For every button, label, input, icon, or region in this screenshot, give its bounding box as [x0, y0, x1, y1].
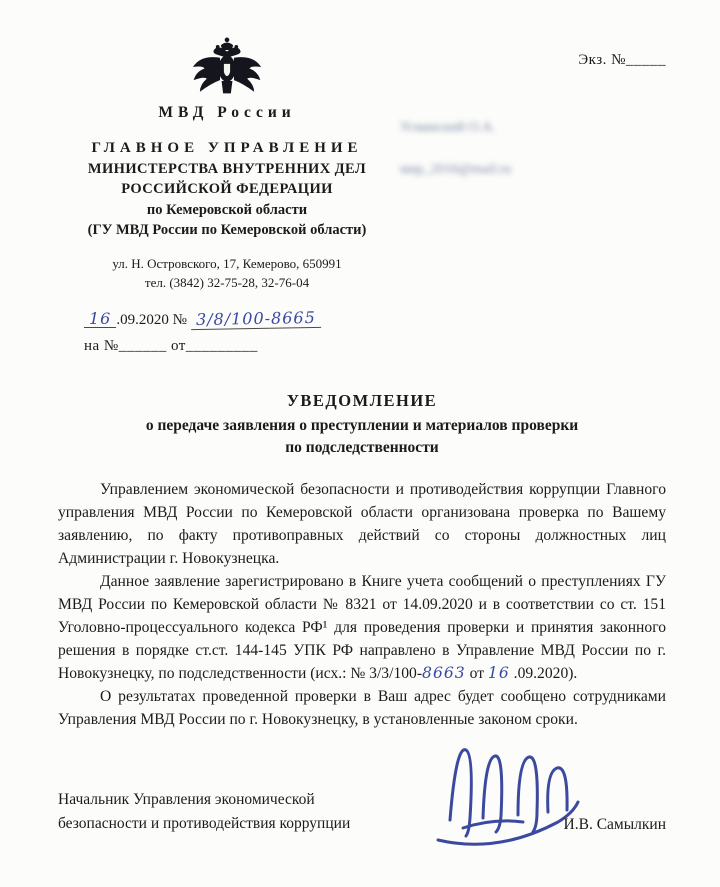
handwritten-body-number: 8663	[422, 663, 466, 682]
paragraph-1: Управлением экономической безопасности и противодействия коррупции Главного управления МВД России по Кемеровской области организована проверка по Вашему заявлению, по факту противоправных действий со стороны должностных лиц Администрации г. Новокузнецка.	[58, 480, 666, 567]
signature-block	[58, 788, 666, 836]
handwritten-body-date: 16	[487, 663, 510, 682]
handwritten-date-day: 16	[84, 310, 116, 329]
org-line-5: (ГУ МВД России по Кемеровской области)	[87, 221, 367, 238]
emblem-caption: МВД России	[158, 104, 296, 121]
copy-number-label: Экз. №_____	[578, 52, 666, 68]
document-body	[58, 478, 666, 731]
paragraph-3: О результатах проведенной проверки в Ваш адрес будет сообщено сотрудниками Управления МВД России по г. Новокузнецку, в установленные законом сроки.	[58, 687, 666, 728]
handwritten-outgoing-number: 3/8/100-8665	[191, 309, 321, 330]
document-subtitle-line1: о передаче заявления о преступлении и материалов проверки	[145, 416, 579, 434]
document-subtitle-line2: по подследственности	[285, 439, 439, 457]
org-line-4: по Кемеровской области	[146, 201, 308, 218]
signer-position-line2: безопасности и противодействия коррупции	[58, 815, 351, 833]
signer-position-line1: Начальник Управления экономической	[58, 791, 315, 808]
number-sign: №	[172, 311, 187, 328]
signer-name: И.В. Самылкин	[563, 816, 666, 834]
paragraph-2-text: от	[465, 664, 488, 682]
mvd-emblem-icon	[183, 36, 271, 98]
recipient-block	[400, 120, 600, 204]
outgoing-reference-line	[58, 307, 396, 329]
printed-date-rest: .09.2020	[116, 311, 169, 328]
org-line-3: РОССИЙСКОЙ ФЕДЕРАЦИИ	[121, 181, 333, 198]
org-address: ул. Н. Островского, 17, Кемерово, 650991	[112, 256, 342, 272]
org-phone: тел. (3842) 32-75-28, 32-76-04	[144, 275, 310, 291]
org-line-2: МИНИСТЕРСТВА ВНУТРЕННИХ ДЕЛ	[87, 161, 367, 177]
letterhead	[58, 36, 396, 355]
incoming-reference-line: на №______ от_________	[84, 337, 258, 354]
paragraph-2	[58, 570, 666, 685]
recipient-name-blurred: Усманский О.А.	[400, 120, 496, 135]
recipient-email-blurred: мир_2016@mail.ru	[400, 162, 512, 177]
document-title-block	[58, 391, 666, 460]
document-title: УВЕДОМЛЕНИЕ	[286, 390, 438, 410]
paragraph-2-text: Данное заявление зарегистрировано в Книге учета сообщений о преступлениях ГУ МВД России по Кемеровской области № 8321 от 14.09.2020 и в соответствии со ст. 151 Уголовно-процессуального кодекса РФ¹ для проведения проверки и принятия законного решения в порядке ст.ст. 144-145 УПК РФ направлено в Управление МВД России по г. Новокузнецку, по подследственности (исх.: № 3/3/100-	[58, 572, 666, 682]
org-line-1: ГЛАВНОЕ УПРАВЛЕНИЕ	[91, 140, 363, 156]
paragraph-2-text: .09.2020).	[509, 664, 578, 682]
